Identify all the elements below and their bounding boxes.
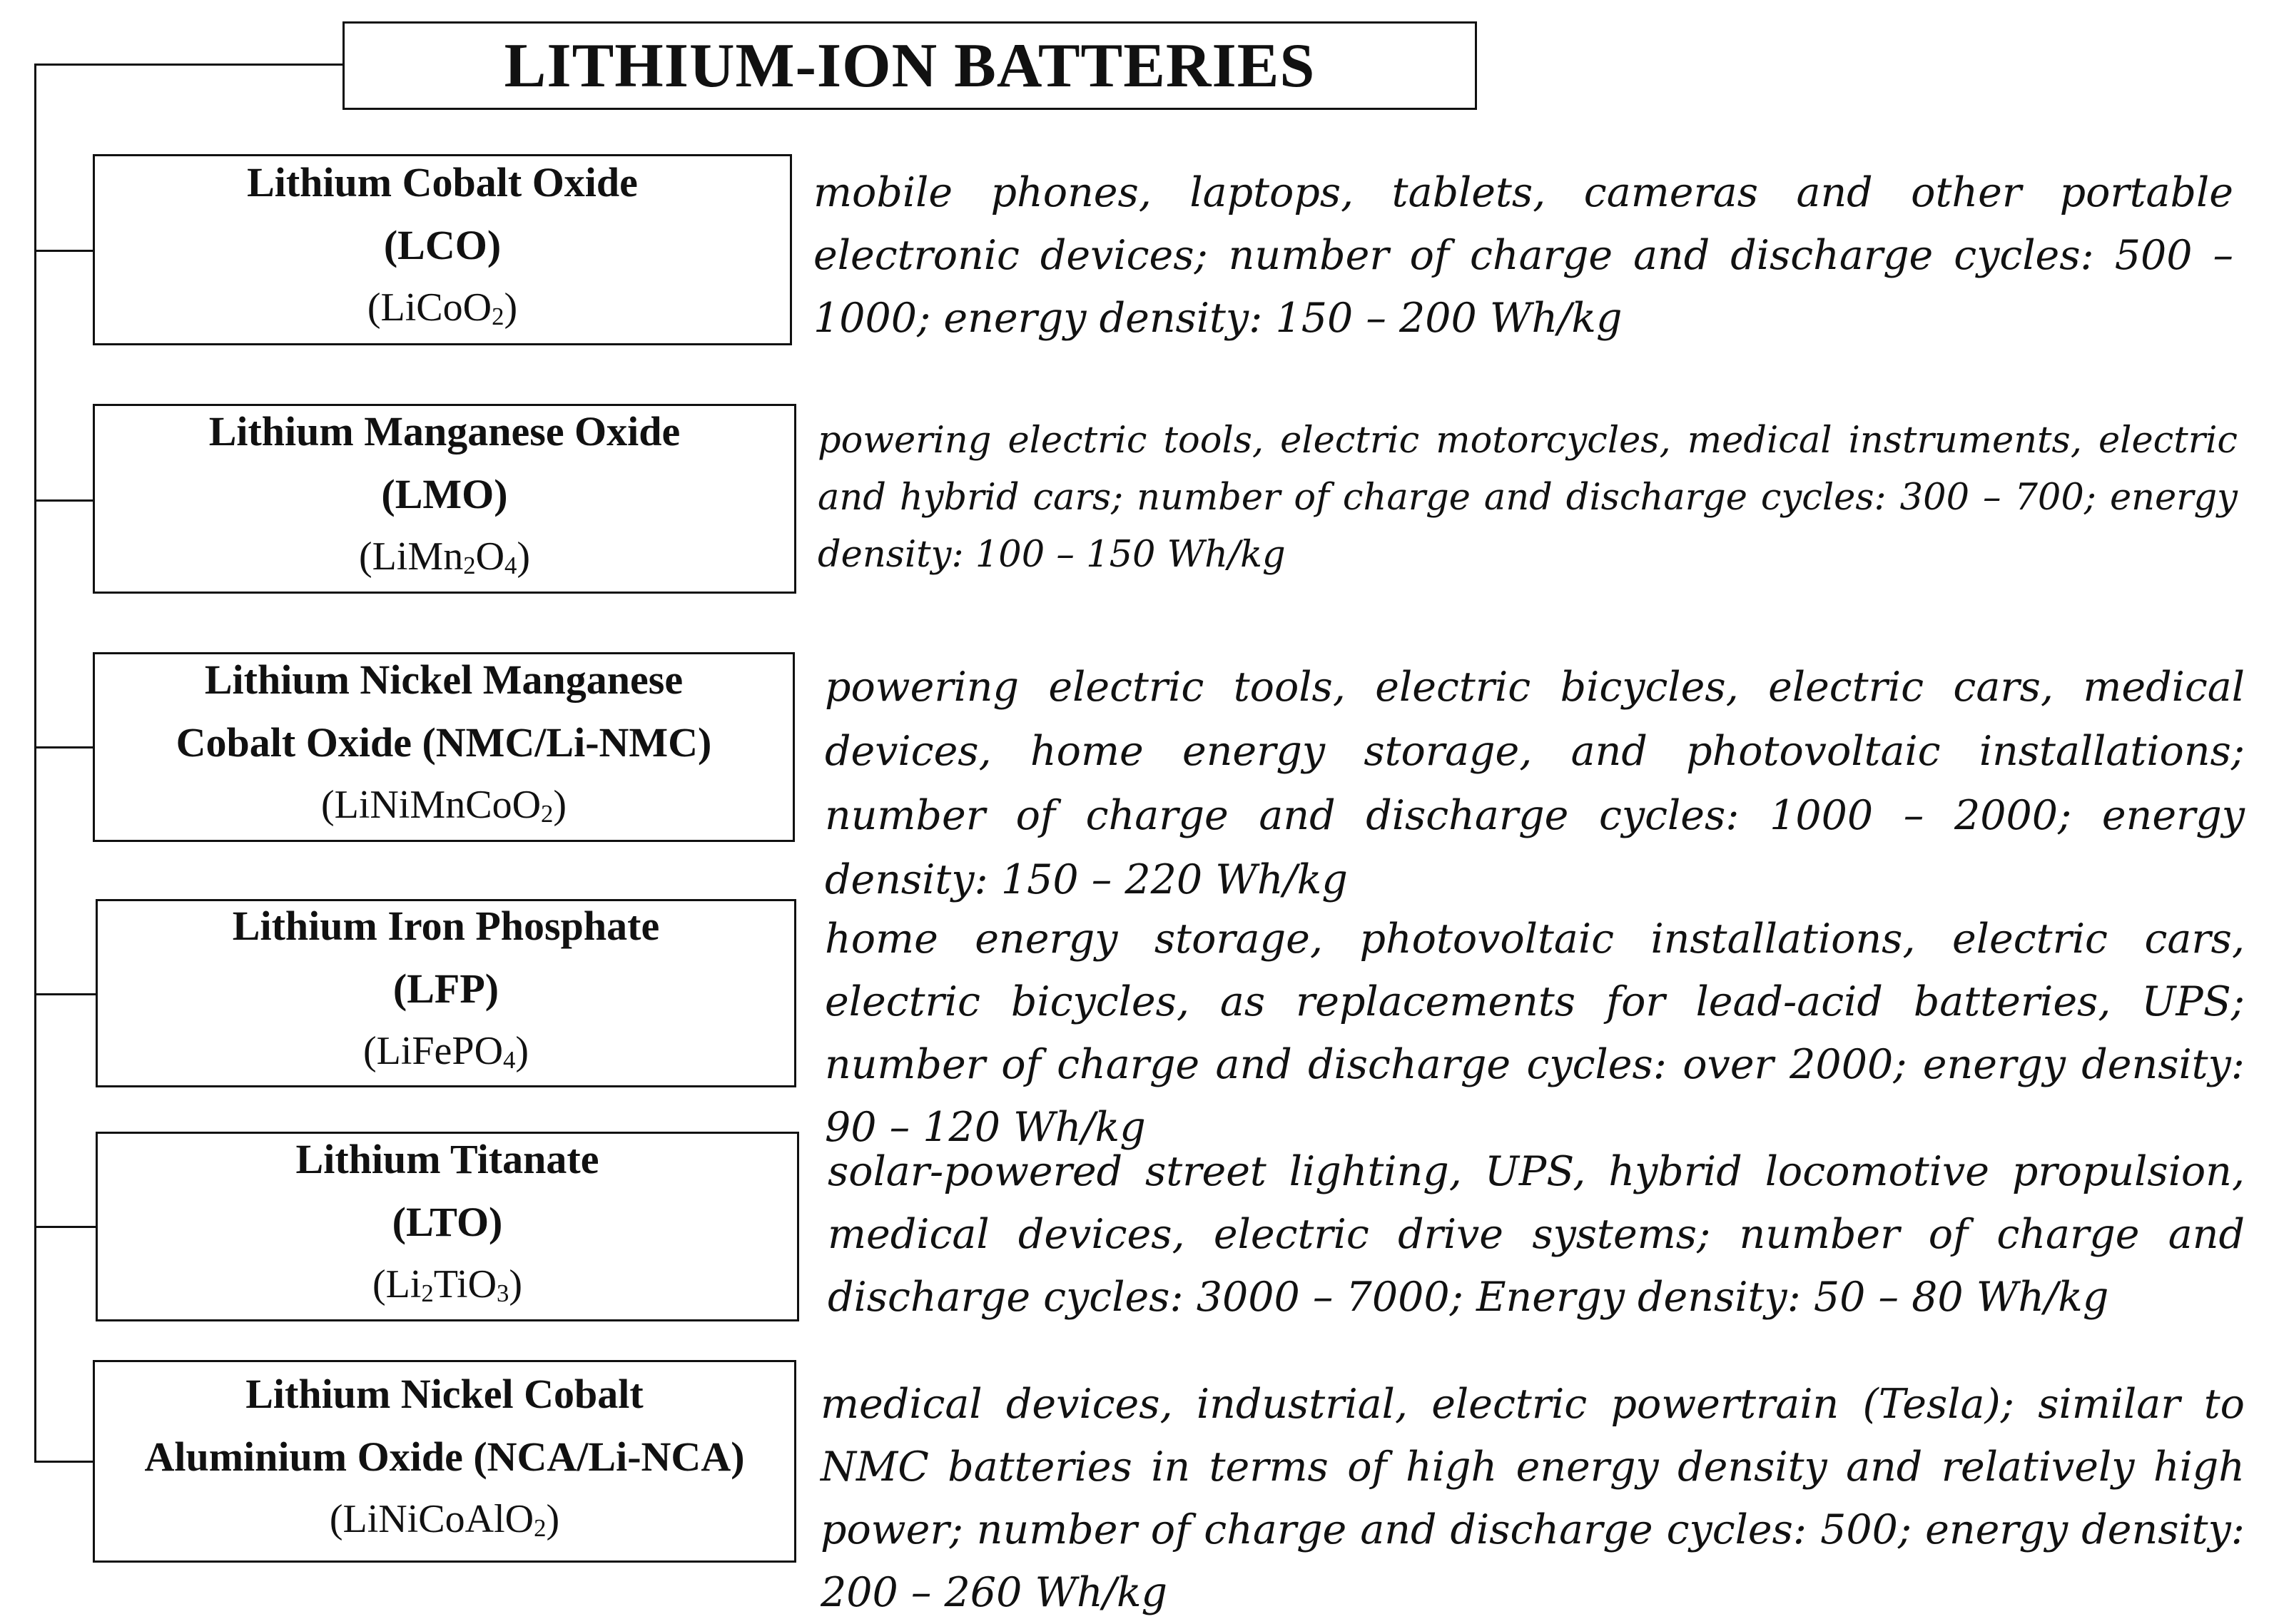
branch-line-nmc <box>34 746 93 748</box>
title-connector-line <box>34 64 342 66</box>
trunk-line <box>34 64 36 1463</box>
battery-description-nca: medical devices, industrial, electric powertrain (Tesla); similar to NMC batteries in terms of high energy density and relatively high power; number of charge and discharge cycles: 500; energy density: 200 – 260 Wh/kg <box>821 1381 2245 1616</box>
battery-box-lfp <box>96 899 796 1087</box>
battery-formula: (LiFePO$_4$) <box>362 1029 529 1075</box>
battery-name: Lithium Titanate <box>295 1136 599 1183</box>
diagram-title: LITHIUM-ION BATTERIES <box>504 31 1316 101</box>
battery-box-lco <box>93 154 792 345</box>
branch-line-lco <box>34 250 93 252</box>
battery-box-nmc <box>93 652 795 842</box>
battery-formula: $(LiMn_2O_4)$ <box>358 534 531 580</box>
battery-abbreviation: Aluminium Oxide (NCA/Li-NCA) <box>144 1433 745 1481</box>
battery-box-lmo <box>93 404 796 594</box>
battery-formula: $(Li_2TiO_3)$ <box>372 1262 523 1308</box>
battery-formula: (LiNiMnCoO$_2$) <box>320 783 567 828</box>
battery-name: Lithium Iron Phosphate <box>232 903 660 950</box>
battery-abbreviation: (LFP) <box>392 965 499 1013</box>
battery-box-nca <box>93 1360 796 1563</box>
battery-name: Lithium Nickel Cobalt <box>245 1371 644 1418</box>
title-box <box>342 21 1477 110</box>
battery-name: Lithium Manganese Oxide <box>208 408 681 455</box>
battery-formula: (LiNiCoAlO$_2$) <box>329 1497 560 1543</box>
battery-abbreviation: (LTO) <box>392 1199 503 1246</box>
branch-line-lmo <box>34 499 93 502</box>
battery-description-lmo: powering electric tools, electric motorcycles, medical instruments, electric and hybrid cars; number of charge and discharge cycles: 300 – 700; energy density: 100 – 150 Wh/kg <box>818 420 2238 576</box>
battery-abbreviation: (LMO) <box>381 471 508 518</box>
branch-line-lto <box>34 1226 96 1228</box>
battery-abbreviation: Cobalt Oxide (NMC/Li-NMC) <box>176 719 712 766</box>
battery-abbreviation: (LCO) <box>383 222 502 269</box>
battery-box-lto <box>96 1132 799 1321</box>
battery-description-lfp: home energy storage, photovoltaic installations, electric cars, electric bicycles, as replacements for lead-acid batteries, UPS; number of charge and discharge cycles: over 2000; energy density: 90 – 120 Wh/kg <box>825 915 2245 1151</box>
battery-description-lto: solar-powered street lighting, UPS, hybrid locomotive propulsion, medical devices, electric drive systems; number of charge and discharge cycles: 3000 – 7000; Energy density: 50 – 80 Wh/kg <box>828 1148 2245 1321</box>
battery-description-nmc: powering electric tools, electric bicycles, electric cars, medical devices, home energy storage, and photovoltaic installations; number of charge and discharge cycles: 1000 – 2000; energy density: 150 – 220 Wh/kg <box>825 664 2245 903</box>
battery-description-lco: mobile phones, laptops, tablets, cameras and other portable electronic devices; number of charge and discharge cycles: 500 – 1000; energy density: 150 – 200 Wh/kg <box>813 169 2233 342</box>
battery-formula: (LiCoO$_2$) <box>367 285 518 331</box>
branch-line-lfp <box>34 993 96 995</box>
branch-line-nca <box>34 1461 93 1463</box>
battery-name: Lithium Nickel Manganese <box>204 656 684 704</box>
battery-name: Lithium Cobalt Oxide <box>247 159 638 206</box>
